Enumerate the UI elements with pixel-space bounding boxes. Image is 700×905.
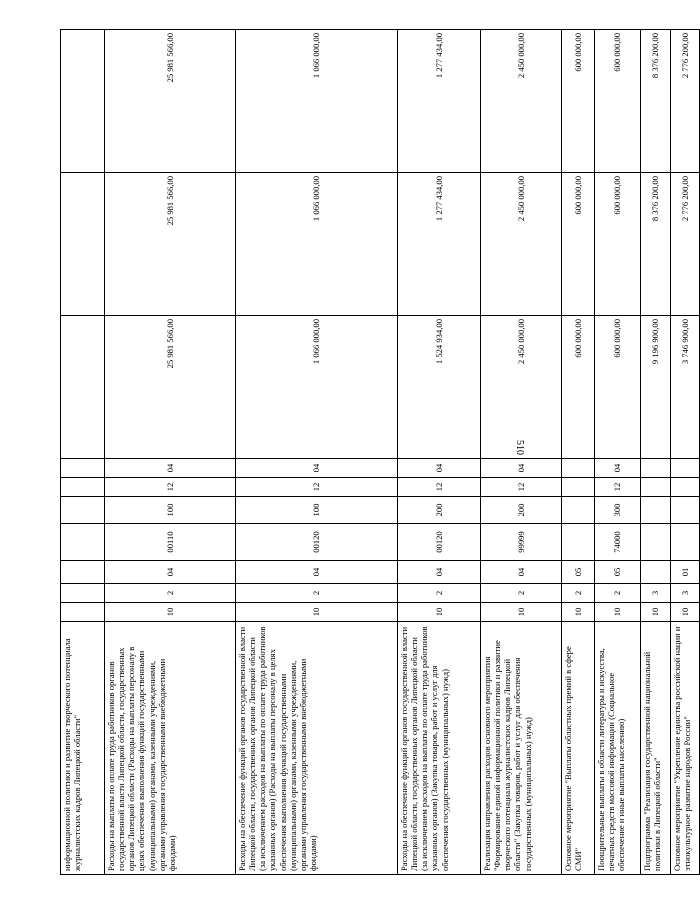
code-cell: 04 [105,561,236,584]
code-cell: 00120 [236,524,398,561]
amount-cell: 2 776 200,00 [671,30,700,173]
amount-cell: 1 066 000,00 [236,316,398,459]
table-row [481,30,562,875]
amount-cell [61,173,105,316]
code-cell: 04 [481,459,562,478]
rotated-page-content [60,30,693,875]
amount-cell: 2 450 000,00 [481,316,562,459]
code-cell: 74000 [595,524,641,561]
code-cell [61,561,105,584]
code-cell: 10 [671,603,700,622]
code-cell [641,524,671,561]
budget-table [60,29,700,875]
amount-cell [61,30,105,173]
amount-cell: 2 776 200,00 [671,173,700,316]
code-cell: 10 [641,603,671,622]
amount-cell: 2 450 000,00 [481,173,562,316]
row-name-cell: информационной политики и развитие творческого потенциала журналистских кадров Липецкой области" [61,622,105,875]
table-row [61,30,105,875]
amount-cell: 25 981 566,00 [105,316,236,459]
code-cell [61,497,105,524]
table-row [671,30,700,875]
code-cell [61,584,105,603]
code-cell: 12 [481,478,562,497]
row-name-cell: Расходы на выплаты по оплате труда работников органов государственной власти Липецкой области, государственных органов Липецкой области (Расходы на выплаты персоналу в целях обеспечения выполнения функций государственными (муниципальными) органами, казенными учреждениями, органами управления государственными внебюджетными фондами) [105,622,236,875]
amount-cell: 1 524 934,00 [398,316,481,459]
code-cell [61,459,105,478]
code-cell: 04 [481,561,562,584]
code-cell: 04 [236,459,398,478]
code-cell: 2 [236,584,398,603]
amount-cell: 600 000,00 [595,173,641,316]
table-row [105,30,236,875]
code-cell [671,497,700,524]
code-cell: 12 [398,478,481,497]
amount-cell: 600 000,00 [595,316,641,459]
code-cell [671,524,700,561]
amount-cell: 600 000,00 [562,30,595,173]
amount-cell: 25 981 566,00 [105,30,236,173]
code-cell: 200 [398,497,481,524]
code-cell: 12 [105,478,236,497]
amount-cell: 2 450 000,00 [481,30,562,173]
code-cell: 99999 [481,524,562,561]
table-row [595,30,641,875]
amount-cell: 25 981 566,00 [105,173,236,316]
code-cell [671,459,700,478]
code-cell [61,524,105,561]
code-cell: 2 [562,584,595,603]
code-cell: 2 [595,584,641,603]
row-name-cell: Расходы на обеспечение функций органов государственной власти Липецкой области, государственных органов Липецкой области (за исключением расходов на выплаты по оплате труда работников указанных органов) (Закупка товаров, работ и услуг для обеспечения государственных (муниципальных) нужд) [398,622,481,875]
code-cell [562,459,595,478]
code-cell: 04 [105,459,236,478]
table-row [641,30,671,875]
code-cell [562,497,595,524]
code-cell: 04 [398,459,481,478]
code-cell [641,459,671,478]
row-name-cell: Основное мероприятие "Укрепление единства российской нации и этнокультурное развитие народов России" [671,622,700,875]
code-cell [641,561,671,584]
code-cell [562,478,595,497]
amount-cell: 1 277 434,00 [398,30,481,173]
code-cell: 04 [236,561,398,584]
code-cell [562,524,595,561]
code-cell: 10 [105,603,236,622]
code-cell [671,478,700,497]
code-cell: 3 [671,584,700,603]
code-cell: 2 [105,584,236,603]
amount-cell: 8 376 200,00 [641,30,671,173]
code-cell [61,603,105,622]
code-cell: 04 [595,459,641,478]
amount-cell: 1 066 000,00 [236,173,398,316]
code-cell: 200 [481,497,562,524]
amount-cell: 9 196 900,00 [641,316,671,459]
code-cell: 300 [595,497,641,524]
table-row [562,30,595,875]
row-name-cell: Реализация направления расходов основного мероприятия "Формирование единой информационной политики и развитие творческого потенциала журналистских кадров Липецкой области" (Закупка товаров, работ и услуг для обеспечения государственных (муниципальных) нужд) [481,622,562,875]
amount-cell: 1 277 434,00 [398,173,481,316]
code-cell [61,478,105,497]
code-cell: 3 [641,584,671,603]
amount-cell: 600 000,00 [595,30,641,173]
code-cell: 12 [595,478,641,497]
code-cell: 10 [481,603,562,622]
code-cell: 12 [236,478,398,497]
amount-cell: 600 000,00 [562,173,595,316]
code-cell [641,478,671,497]
amount-cell: 600 000,00 [562,316,595,459]
amount-cell [61,316,105,459]
code-cell: 04 [398,561,481,584]
code-cell: 2 [481,584,562,603]
code-cell: 05 [562,561,595,584]
code-cell: 10 [595,603,641,622]
code-cell: 00110 [105,524,236,561]
code-cell: 100 [236,497,398,524]
code-cell: 10 [236,603,398,622]
table-row [398,30,481,875]
amount-cell: 1 066 000,00 [236,30,398,173]
row-name-cell: Основное мероприятие "Выплаты областных премий в сфере СМИ" [562,622,595,875]
code-cell: 100 [105,497,236,524]
code-cell: 10 [562,603,595,622]
code-cell: 10 [398,603,481,622]
table-row [236,30,398,875]
row-name-cell: Поощрительные выплаты в области литературы и искусства, печатных средств массовой информации (Социальное обеспечение и иные выплаты населению) [595,622,641,875]
table-body [61,30,700,875]
code-cell: 00120 [398,524,481,561]
amount-cell: 3 746 900,00 [671,316,700,459]
row-name-cell: Расходы на обеспечение функций органов государственной власти Липецкой области, государственных органов Липецкой области (за исключением расходов на выплаты по оплате труда работников указанных органов) (Расходы на выплаты персоналу в целях обеспечения выполнения функций государственными (муниципальными) органами, казенными учреждениями, органами управления государственными внебюджетными фондами) [236,622,398,875]
code-cell [641,497,671,524]
amount-cell: 8 376 200,00 [641,173,671,316]
code-cell: 05 [595,561,641,584]
code-cell: 2 [398,584,481,603]
code-cell: 01 [671,561,700,584]
row-name-cell: Подпрограмма "Реализация государственной национальной политики в Липецкой области" [641,622,671,875]
page-number: 510 [514,440,525,455]
